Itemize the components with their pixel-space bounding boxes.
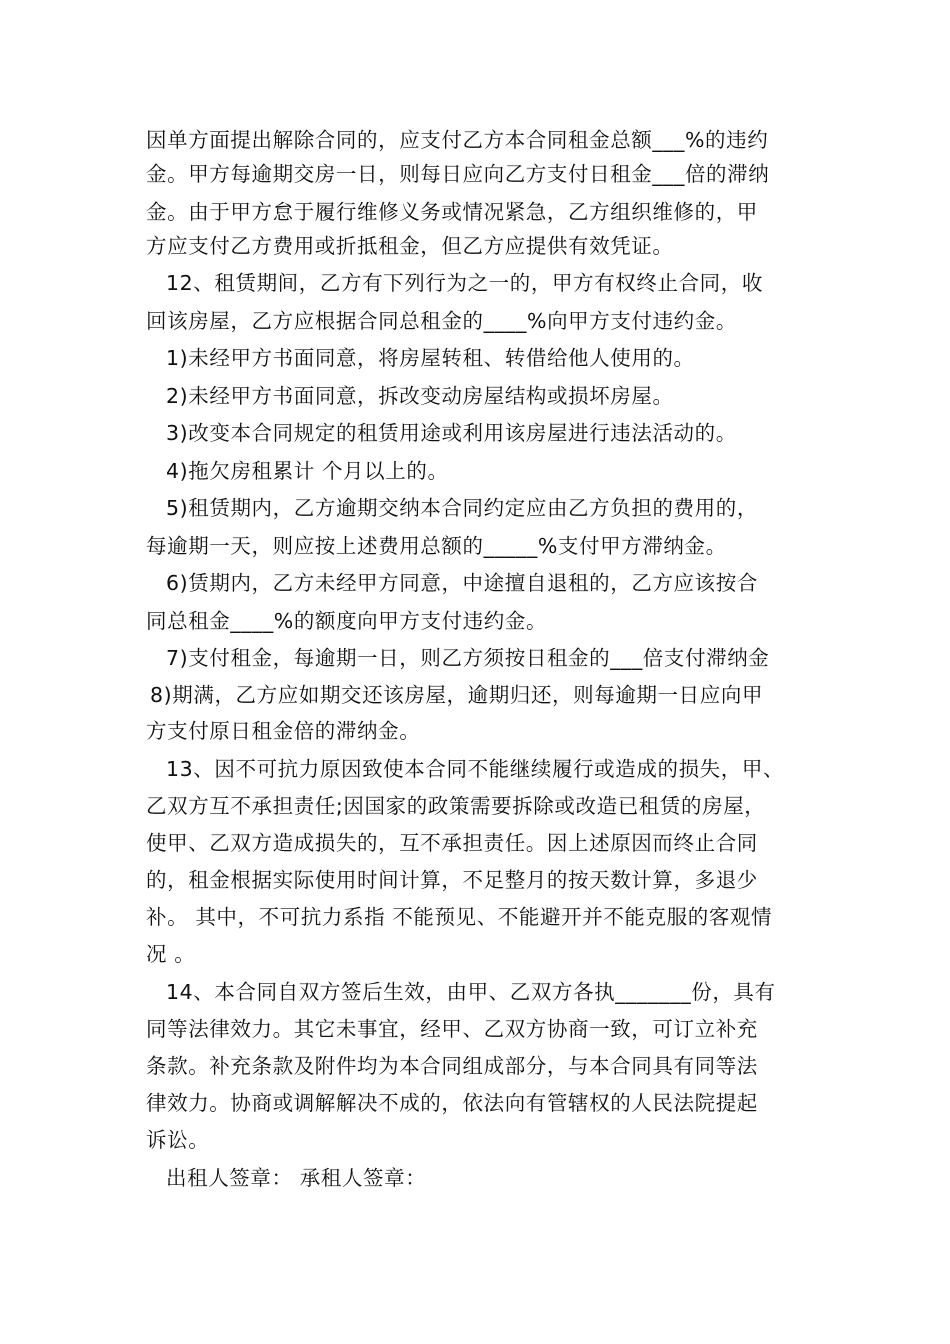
text-line: 13、因不可抗力原因致使本合同不能继续履行或造成的损失，甲、 xyxy=(166,757,785,781)
text-line: 14、本合同自双方签后生效，由甲、乙双方各执_______份，具有 xyxy=(166,980,776,1004)
text-line: 诉讼。 xyxy=(146,1128,210,1152)
text-line: 律效力。协商或调解解决不成的，依法向有管辖权的人民法院提起 xyxy=(146,1091,758,1115)
text-line: 4)拖欠房租累计 个月以上的。 xyxy=(166,459,449,483)
text-line: 回该房屋，乙方应根据合同总租金的____%向甲方支付违约金。 xyxy=(146,309,737,333)
text-line: 6)赁期内，乙方未经甲方同意，中途擅自退租的，乙方应该按合 xyxy=(166,571,758,595)
text-line: 2)未经甲方书面同意，拆改变动房屋结构或损坏房屋。 xyxy=(166,384,674,408)
text-line: 方应支付乙方费用或折抵租金，但乙方应提供有效凭证。 xyxy=(146,234,674,258)
text-line: 同总租金____%的额度向甲方支付违约金。 xyxy=(146,609,548,633)
text-line: 金。甲方每逾期交房一日，则每日应向乙方支付日租金___倍的滞纳 xyxy=(146,162,770,186)
text-line: 7)支付租金，每逾期一日，则乙方须按日租金的___倍支付滞纳金 xyxy=(166,646,770,670)
text-line: 乙双方互不承担责任;因国家的政策需要拆除或改造已租赁的房屋， xyxy=(146,794,766,818)
text-line: 因单方面提出解除合同的，应支付乙方本合同租金总额___%的违约 xyxy=(146,128,769,152)
signature-line: 出租人签章： 承租人签章： xyxy=(166,1166,427,1190)
text-line: 金。由于甲方怠于履行维修义务或情况紧急，乙方组织维修的，甲 xyxy=(146,200,758,224)
text-line: 使甲、乙双方造成损失的，互不承担责任。因上述原因而终止合同 xyxy=(146,831,758,855)
text-line: 12、租赁期间，乙方有下列行为之一的，甲方有权终止合同，收 xyxy=(166,271,763,295)
text-line: 方支付原日租金倍的滞纳金。 xyxy=(146,719,421,743)
text-line: 条款。补充条款及附件均为本合同组成部分，与本合同具有同等法 xyxy=(146,1054,758,1078)
text-line: 3)改变本合同规定的租赁用途或利用该房屋进行违法活动的。 xyxy=(166,421,737,445)
text-line: 况 。 xyxy=(146,942,196,966)
text-line: 5)租赁期内，乙方逾期交纳本合同约定应由乙方负担的费用的， xyxy=(166,496,758,520)
text-line: 每逾期一天，则应按上述费用总额的_____%支付甲方滞纳金。 xyxy=(146,534,727,558)
text-line: 同等法律效力。其它未事宜，经甲、乙双方协商一致，可订立补充 xyxy=(146,1017,758,1041)
text-line: 补。 其中，不可抗力系指 不能预见、不能避开并不能克服的客观情 xyxy=(146,905,773,929)
text-line: 1)未经甲方书面同意，将房屋转租、转借给他人使用的。 xyxy=(166,346,695,370)
text-line: 的，租金根据实际使用时间计算，不足整月的按天数计算，多退少 xyxy=(146,868,758,892)
text-line: 8)期满，乙方应如期交还该房屋，逾期归还，则每逾期一日应向甲 xyxy=(150,683,764,707)
